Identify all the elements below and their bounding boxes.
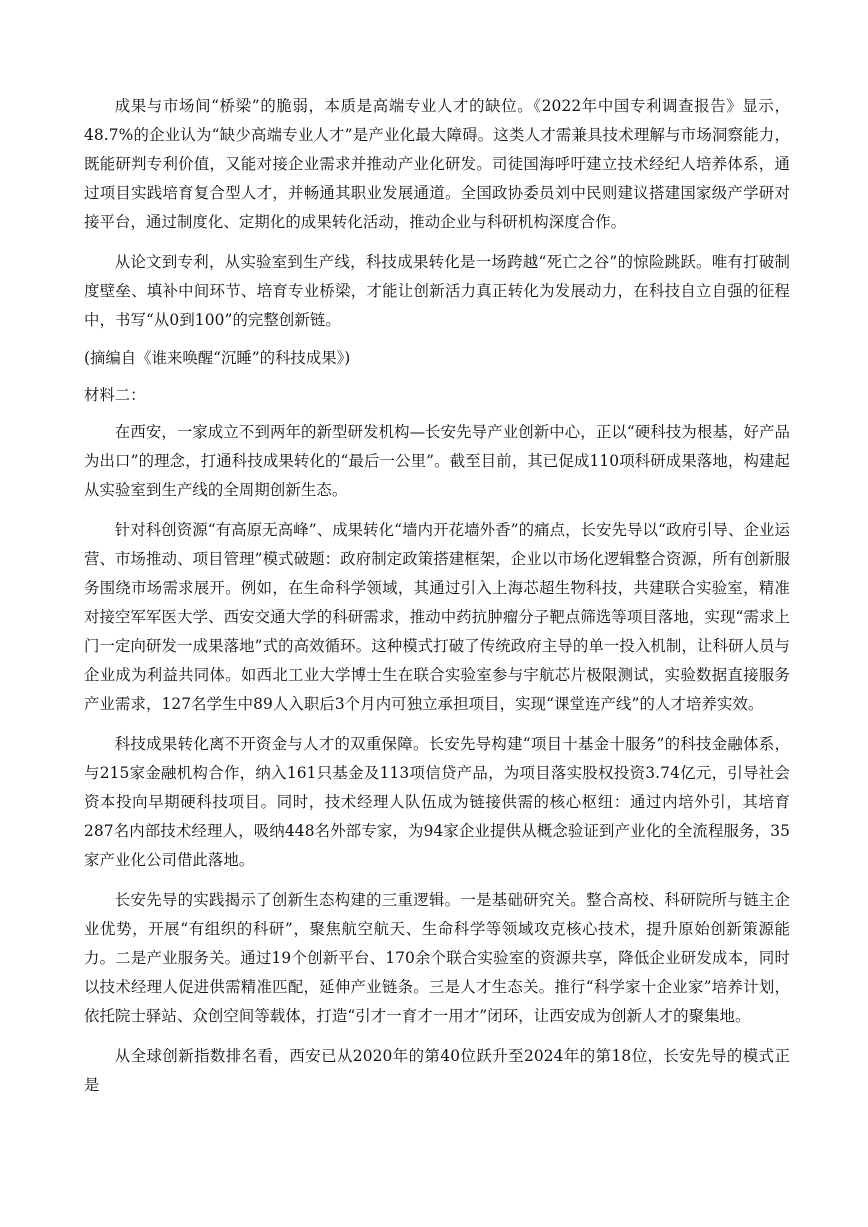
- paragraph-innovation-ranking: 从全球创新指数排名看，西安已从2020年的第40位跃升至2024年的第18位，长安先导的模式正是: [84, 1047, 790, 1094]
- paragraph-talent-gap: 成果与市场间“桥梁”的脆弱，本质是高端专业人才的缺位。《2022年中国专利调查报告》显示，48.7%的企业认为“缺少高端专业人才”是产业化最大障碍。这类人才需兼具技术理解与市场洞察能力，既能研判专利价值，又能对接企业需求并推动产业化研发。司徒国海呼吁建立技术经纪人培养体系，通过项目实践培育复合型人才，并畅通其职业发展通道。全国政协委员刘中民则建议搭建国家级产学研对接平台，通过制度化、定期化的成果转化活动，推动企业与科研机构深度合作。: [84, 97, 790, 231]
- paragraph-conclusion: 从论文到专利，从实验室到生产线，科技成果转化是一场跨越“死亡之谷”的惊险跳跃。唯有打破制度壁垒、填补中间环节、培育专业桥梁，才能让创新活力真正转化为发展动力，在科技自立自强的征程中，书写“从0到100”的完整创新链。: [84, 253, 790, 329]
- paragraph-xian-intro: 在西安，一家成立不到两年的新型研发机构—长安先导产业创新中心，正以“硬科技为根基，好产品为出口”的理念，打通科技成果转化的“最后一公里”。截至目前，其已促成110项科研成果落地，构建起从实验室到生产线的全周期创新生态。: [84, 423, 790, 499]
- paragraph-finance-talent: 科技成果转化离不开资金与人才的双重保障。长安先导构建“项目十基金十服务”的科技金融体系，与215家金融机构合作，纳入161只基金及113项信贷产品，为项目落实股权投资3.74亿元，引导社会资本投向早期硬科技项目。同时，技术经理人队伍成为链接供需的核心枢纽：通过内培外引，其培育287名内部技术经理人，吸纳448名外部专家，为94家企业提供从概念验证到产业化的全流程服务，35家产业化公司借此落地。: [84, 735, 790, 869]
- document-page: [84, 92, 790, 1111]
- source-citation: (摘编自《谁来唤醒“沉睡”的科技成果》): [84, 349, 351, 367]
- paragraph-model-breakthrough: 针对科创资源“有高原无高峰”、成果转化“墙内开花墙外香”的痛点，长安先导以“政府引导、企业运营、市场推动、项目管理”模式破题：政府制定政策搭建框架，企业以市场化逻辑整合资源，所有创新服务围绕市场需求展开。例如，在生命科学领域，其通过引入上海芯超生物科技，共建联合实验室，精准对接空军军医大学、西安交通大学的科研需求，推动中药抗肿瘤分子靶点筛选等项目落地，实现“需求上门一定向研发一成果落地”式的高效循环。这种模式打破了传统政府主导的单一投入机制，让科研人员与企业成为利益共同体。如西北工业大学博士生在联合实验室参与宇航芯片极限测试，实验数据直接服务产业需求，127名学生中89人入职后3个月内可独立承担项目，实现“课堂连产线”的人才培养实效。: [84, 521, 790, 713]
- paragraph-three-logics: 长安先导的实践揭示了创新生态构建的三重逻辑。一是基础研究关。整合高校、科研院所与链主企业优势，开展“有组织的科研”，聚焦航空航天、生命科学等领域攻克核心技术，提升原始创新策源能力。二是产业服务关。通过19个创新平台、170余个联合实验室的资源共享，降低企业研发成本，同时以技术经理人促进供需精准匹配，延伸产业链条。三是人才生态关。推行“科学家十企业家”培养计划，依托院士驿站、众创空间等载体，打造“引才一育才一用才”闭环，让西安成为创新人才的聚集地。: [84, 891, 790, 1025]
- section-title-material-2: 材料二：: [84, 386, 146, 404]
